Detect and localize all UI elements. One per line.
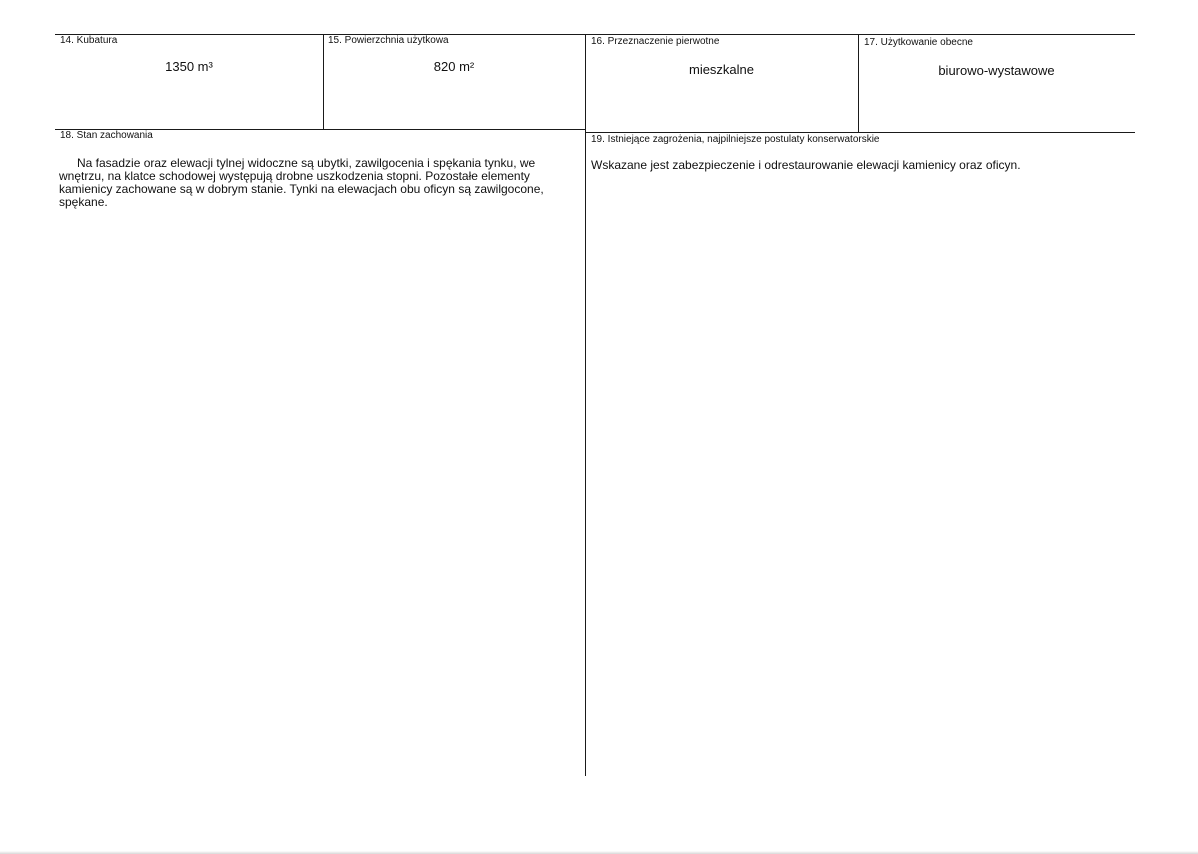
field-18-label: 18. Stan zachowania: [60, 130, 153, 141]
field-19-label: 19. Istniejące zagrożenia, najpilniejsze postulaty konserwatorskie: [591, 134, 880, 145]
field-18-text: Na fasadzie oraz elewacji tylnej widoczne są ubytki, zawilgocenia i spękania tynku, we wnętrzu, na klatce schodowej występują drobne uszkodzenia stopni. Pozostałe elementy kamienicy zachowane są w dobrym stanie. Tynki na elewacjach obu oficyn są zawilgocone, spękane.: [59, 156, 544, 209]
top-border-line: [55, 34, 1135, 35]
col-divider-14-15: [323, 34, 324, 130]
field-15-label: 15. Powierzchnia użytkowa: [328, 35, 449, 46]
field-16-label: 16. Przeznaczenie pierwotne: [591, 36, 720, 47]
col-divider-16-17: [858, 34, 859, 132]
field-19-text: Wskazane jest zabezpieczenie i odrestaurowanie elewacji kamienicy oraz oficyn.: [591, 158, 1021, 172]
field-14-label: 14. Kubatura: [60, 35, 118, 46]
field-17-label: 17. Użytkowanie obecne: [864, 37, 973, 48]
field-17-value: biurowo-wystawowe: [938, 63, 1055, 78]
col-divider-main: [585, 34, 586, 776]
field-16-value: mieszkalne: [688, 62, 755, 77]
field-15-value: 820 m²: [433, 59, 475, 74]
row-divider-right: [585, 132, 1135, 133]
field-14-value: 1350 m³: [165, 59, 213, 74]
